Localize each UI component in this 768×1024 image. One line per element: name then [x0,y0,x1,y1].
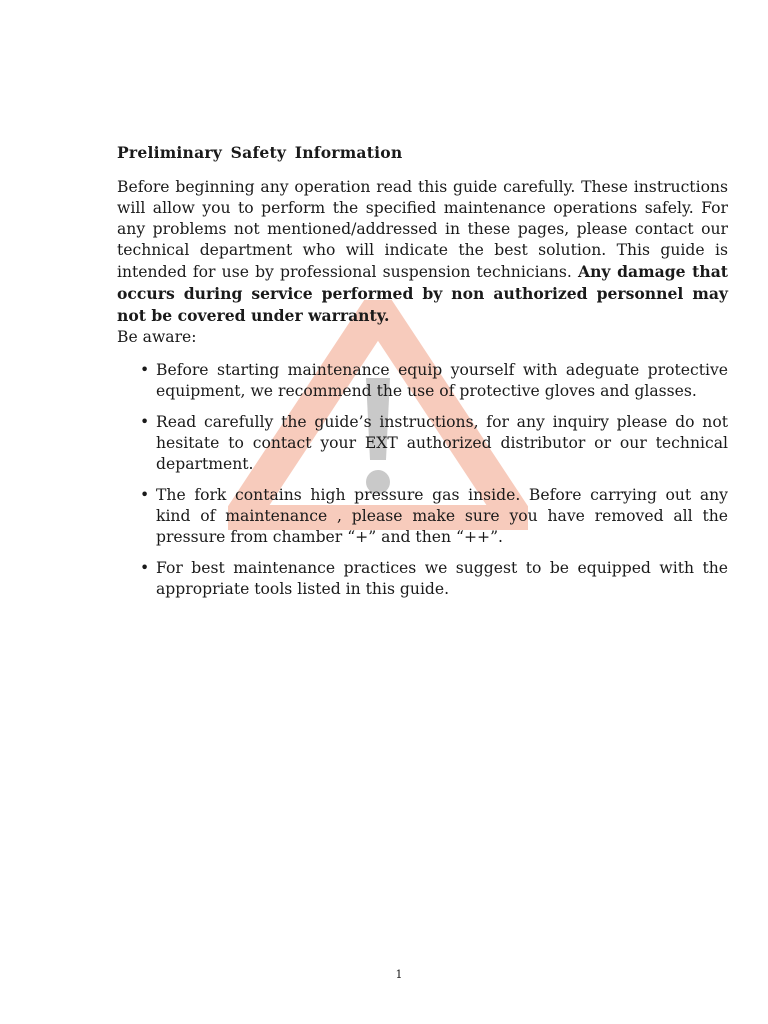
bullet-icon: • [140,486,150,504]
bullet-icon: • [140,361,150,379]
list-item-text: Read carefully the guide’s instructions, for any inquiry please do not hesitate to contact your EXT authorized distributor or our technical department. [156,413,728,473]
warranty-warning: Any damage that occurs during service performed by non authorized personnel may not be covered under warranty. [117,262,729,325]
list-item-text: For best maintenance practices we suggest to be equipped with the appropriate tools listed in this guide. [156,559,728,598]
list-item [117,558,728,600]
safety-bullet-list [117,360,728,600]
bullet-icon: • [140,559,150,577]
bullet-icon: • [140,413,150,431]
list-item-text: The fork contains high pressure gas inside. Before carrying out any kind of maintenance , please make sure you have removed all the pressure from chamber “+” and then “++”. [156,486,728,546]
intro-paragraph [117,177,728,327]
be-aware-label: Be aware: [117,328,197,346]
list-item-text: Before starting maintenance equip yourself with adeguate protective equipment, we recommend the use of protective gloves and glasses. [156,361,728,400]
page-title: Preliminary Safety Information [117,143,403,162]
page-number: 1 [395,968,403,981]
list-item [117,485,728,548]
content [117,142,728,610]
list-item [117,412,728,475]
list-item [117,360,728,402]
intro-text: Before beginning any operation read this guide carefully. These instructions will allow you to perform the specified maintenance operations safely. For any problems not mentioned/addressed in these pages, please contact our technical department who will indicate the best solution. This guide is intended for use by professional suspension technicians. [117,178,728,281]
